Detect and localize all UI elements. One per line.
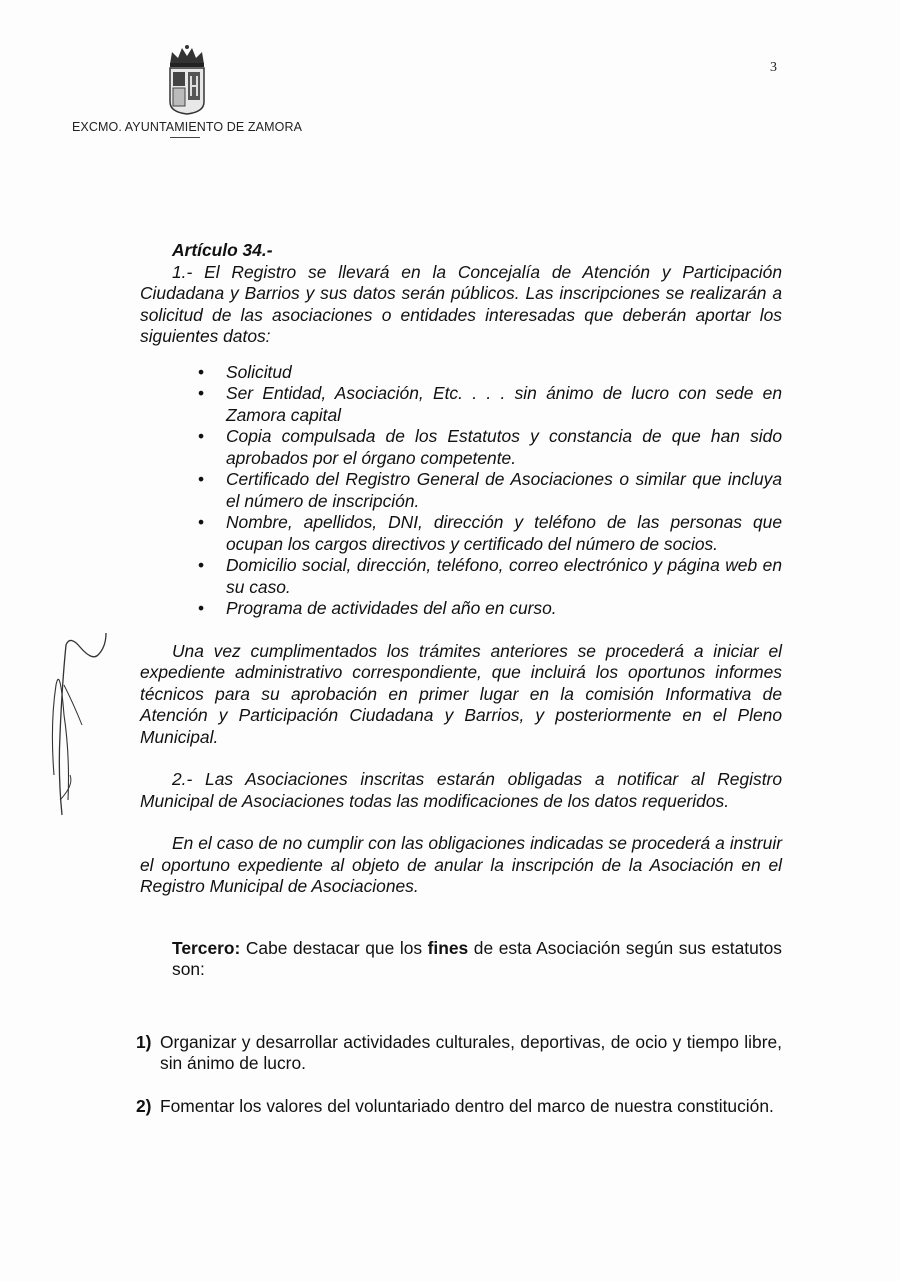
handwritten-signature xyxy=(40,625,120,820)
requirements-list xyxy=(140,362,782,620)
page-number: 3 xyxy=(770,60,777,75)
bullet-icon: • xyxy=(198,555,205,575)
tercero-label: Tercero: xyxy=(172,937,241,958)
bullet-icon: • xyxy=(198,512,205,532)
fines-item: 2) Fomentar los valores del voluntariado dentro del marco de nuestra constitución. xyxy=(136,1095,774,1116)
bullet-icon: • xyxy=(198,383,205,403)
organization-name: EXCMO. AYUNTAMIENTO DE ZAMORA xyxy=(72,120,303,134)
list-item: • Programa de actividades del año en curso. xyxy=(198,598,557,618)
bullet-icon: • xyxy=(198,361,205,382)
article-intro: 1.- El Registro se llevará en la Concejalía de Atención y Participación Ciudadana y Barrios y sus datos serán públicos. Las inscripciones se realizarán a solicitud de las asociaciones o entidades interesadas que deberán aportar los siguientes datos: xyxy=(140,261,782,346)
fines-number: 1) xyxy=(136,1031,152,1052)
procedure-paragraph: Una vez cumplimentados los trámites anteriores se procederá a iniciar el expediente administrativo correspondiente, que incluirá los oportunos informes técnicos para su aprobación en primer lugar en la comisión Informativa de Atención y Participación Ciudadana y Barrios, y posteriormente en el Pleno Municipal. xyxy=(140,640,782,747)
fines-word: fines xyxy=(427,937,469,958)
fines-number: 2) xyxy=(136,1095,152,1116)
fines-item: 1) Organizar y desarrollar actividades culturales, deportivas, de ocio y tiempo libre, sin ánimo de lucro. xyxy=(136,1031,782,1073)
list-item: • Nombre, apellidos, DNI, dirección y teléfono de las personas que ocupan los cargos directivos y certificado del número de socios. xyxy=(198,512,782,554)
bullet-icon: • xyxy=(198,426,205,446)
non-compliance-paragraph: En el caso de no cumplir con las obligaciones indicadas se procederá a instruir el oportuno expediente al objeto de anular la inscripción de la Asociación en el Registro Municipal de Asociaciones. xyxy=(140,833,782,896)
bullet-icon: • xyxy=(198,598,205,618)
article-heading: Artículo 34.- xyxy=(172,240,273,260)
bullet-icon: • xyxy=(198,469,205,489)
list-item: • Copia compulsada de los Estatutos y constancia de que han sido aprobados por el órgano competente. xyxy=(198,426,782,468)
list-item: • Solicitud xyxy=(198,361,292,382)
header-underline xyxy=(170,137,200,138)
document-body xyxy=(136,240,782,1117)
list-item: • Ser Entidad, Asociación, Etc. . . . sin ánimo de lucro con sede en Zamora capital xyxy=(198,383,782,425)
list-item: • Certificado del Registro General de Asociaciones o similar que incluya el número de inscripción. xyxy=(198,469,782,511)
coat-of-arms-icon xyxy=(164,44,210,116)
list-item: • Domicilio social, dirección, teléfono, correo electrónico y página web en su caso. xyxy=(198,555,782,597)
tercero-paragraph: Tercero: Cabe destacar que los fines de esta Asociación según sus estatutos son: xyxy=(172,937,782,979)
obligations-paragraph: 2.- Las Asociaciones inscritas estarán obligadas a notificar al Registro Municipal de Asociaciones todas las modificaciones de los datos requeridos. xyxy=(140,769,782,811)
